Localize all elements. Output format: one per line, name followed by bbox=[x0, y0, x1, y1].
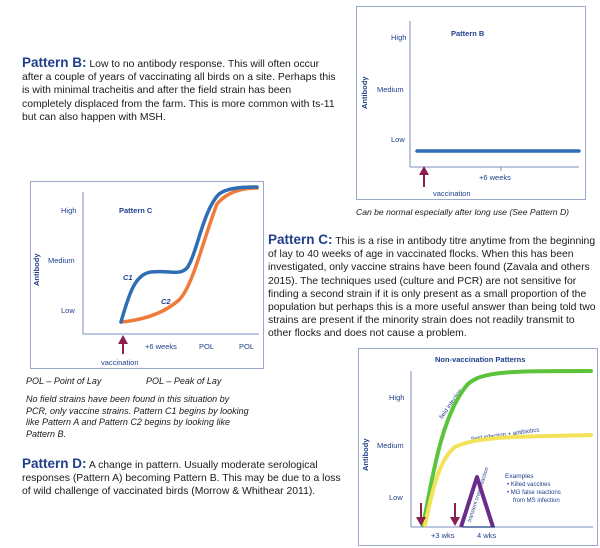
nv-tick-medium: Medium bbox=[377, 441, 404, 450]
pattern-c-heading: Pattern C: bbox=[268, 232, 333, 247]
nv-tick-high: High bbox=[389, 393, 405, 402]
nv-curve-field-antibiotics bbox=[425, 435, 591, 525]
nv-tick-low: Low bbox=[389, 493, 403, 502]
nv-curve-label-cross-reaction: transient cross-reaction bbox=[467, 466, 491, 523]
nv-curve-field-infection bbox=[423, 371, 591, 525]
pattern-c-chart-title: Pattern C bbox=[119, 206, 153, 215]
non-vaccination-chart-title: Non-vaccination Patterns bbox=[435, 355, 526, 364]
nv-arrow-2 bbox=[450, 503, 460, 526]
pattern-b-tick-low: Low bbox=[391, 135, 405, 144]
nv-x-tick-3wks: +3 wks bbox=[431, 531, 455, 540]
pattern-c-series-label-c2: C2 bbox=[161, 297, 171, 306]
nv-y-axis-label: Antibody bbox=[361, 438, 370, 471]
pattern-c-series-label-c1: C1 bbox=[123, 273, 133, 282]
pattern-b-heading: Pattern B: bbox=[22, 55, 87, 70]
pattern-c-note: No field strains have been found in this situation by PCR, only vaccine strains. Pattern C1 begins by looking like Pattern A and Pattern C2 begins by looking like Pattern B. bbox=[26, 394, 249, 439]
pattern-d-heading: Pattern D: bbox=[22, 456, 87, 471]
pattern-b-x-tick: +6 weeks bbox=[479, 173, 511, 182]
pattern-d-paragraph bbox=[22, 457, 348, 499]
non-vaccination-chart bbox=[358, 348, 598, 546]
nv-example-mg-false: • MG false reactions bbox=[507, 490, 561, 496]
pattern-c-chart bbox=[30, 181, 264, 369]
pattern-c-x-tick-pol1: POL bbox=[199, 342, 215, 351]
pattern-c-vaccination-arrow bbox=[118, 335, 128, 354]
pattern-b-vaccination-arrow bbox=[419, 166, 429, 187]
nv-plot bbox=[359, 349, 597, 545]
pattern-b-paragraph bbox=[22, 56, 340, 124]
pol-peak-of-lay: POL – Peak of Lay bbox=[146, 376, 222, 386]
pattern-c-x-tick-6wk: +6 weeks bbox=[145, 342, 177, 351]
pattern-c-x-tick-pol2: POL bbox=[239, 342, 255, 351]
pattern-b-tick-medium: Medium bbox=[377, 85, 404, 94]
nv-example-killed-vaccines: • Killed vaccines bbox=[507, 482, 551, 488]
nv-curve-label-field-infection: field infection bbox=[439, 388, 465, 421]
pattern-b-caption: Can be normal especially after long use (See Pattern D) bbox=[356, 207, 570, 217]
pattern-c-text: This is a rise in antibody titre anytime from the beginning of lay to 40 weeks of age in vaccinated flocks. When this has been investigated, only vaccine strains have been found (Zavala and others 2015). The techniques used (culture and PCR) are not sensitive for finding a second strain if it is only present as a small proportion of the population but perhaps this is a more useful answer than being told two strains are present if the minority strain does not readily transmit to other flocks and does not cause a problem. bbox=[268, 236, 596, 340]
pol-point-of-lay: POL – Point of Lay bbox=[26, 376, 102, 386]
pattern-b-tick-high: High bbox=[391, 33, 407, 42]
pattern-b-chart-title: Pattern B bbox=[451, 29, 485, 38]
nv-x-tick-4wks: 4 wks bbox=[477, 531, 497, 540]
pattern-d-text: A change in pattern. Usually moderate serological responses (Pattern A) becoming Pattern B. This may be due to a loss of wild challenge of vaccinated birds (Morrow & Whithear 2011). bbox=[22, 460, 341, 498]
pattern-c-plot bbox=[31, 182, 263, 368]
pattern-c-y-axis-label: Antibody bbox=[32, 253, 41, 286]
pattern-c-vaccination-label: vaccination bbox=[101, 358, 139, 367]
pattern-c-series-c2 bbox=[121, 188, 257, 322]
pattern-b-plot bbox=[357, 7, 585, 199]
pattern-c-series-c1 bbox=[121, 187, 257, 322]
pattern-b-text: Low to no antibody response. This will often occur after a couple of years of vaccinating all birds on a site. Perhaps this is with minimal tracheitis and after the field strain has been completely displaced from the farm. This is more common with ts-11 but can also happen with MSH. bbox=[22, 59, 336, 123]
pattern-c-tick-low: Low bbox=[61, 306, 75, 315]
pattern-b-y-axis-label: Antibody bbox=[360, 76, 369, 109]
pattern-b-vaccination-label: vaccination bbox=[433, 189, 471, 198]
pattern-c-paragraph bbox=[268, 233, 598, 341]
nv-example-ms-infection: from MS infection bbox=[513, 498, 560, 504]
pattern-b-chart bbox=[356, 6, 586, 200]
pattern-c-tick-high: High bbox=[61, 206, 77, 215]
nv-examples-title: Examples bbox=[505, 473, 534, 480]
pattern-c-tick-medium: Medium bbox=[48, 256, 75, 265]
nv-curve-cross-reaction bbox=[461, 477, 493, 527]
nv-curve-label-antibiotics: field infection + antibiotics bbox=[471, 427, 540, 443]
